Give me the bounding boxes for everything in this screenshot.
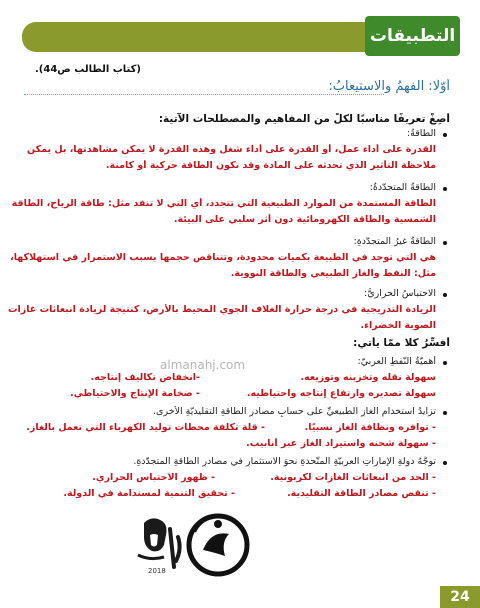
textbook-reference: (كتاب الطالب ص44). [35, 64, 142, 75]
explain-head: أهميّةُ النّفطِ العربيّ: [357, 356, 436, 367]
definition-line: ملاحظة التأثير الذي تحدثه على المادة وقد تكون الطاقة حركية أو كامنة. [105, 160, 436, 171]
definition-line: الطاقة المستمدة من الموارد الطبيعية التي تتجدد، أي التي لا تنفد مثل: طاقة الرياح، الطاقة [11, 198, 436, 209]
answer-right: سهولة نقله وتخزينه وتوزيعه. [300, 372, 436, 383]
answer-right: - سهولة شحنه واستيراد الغاز عبر أنابيب. [246, 438, 436, 449]
term-renewable: الطاقةُ المتجدّدةُ: [369, 182, 436, 193]
bullet-icon [443, 361, 447, 365]
bullet-icon [443, 411, 447, 415]
zayed-year-logo [130, 515, 190, 577]
answer-left: - ضخامة الإنتاج والاحتياطي. [70, 388, 200, 399]
watermark: almanahj.com [160, 358, 246, 372]
bullet-icon [443, 133, 447, 137]
definition-line: الشمسية والطاقة الكهرومائية دون أثر سلبي على البيئة. [173, 214, 436, 225]
bullet-icon [443, 461, 447, 465]
header-title: التطبيقات [365, 16, 460, 56]
term-global-warming: الاحتباسُ الحراريُّ: [364, 288, 436, 299]
answer-right: - الحد من انبعاثات الغازات لكربونية. [270, 472, 436, 483]
answer-left: -انخفاض تكاليف إنتاجه. [90, 372, 200, 383]
section1-title: أوّلًا: الفهمُ والاستيعابُ: [328, 79, 450, 94]
section2-question: أفسِّرُ كلًّا ممّا يأتي: [353, 337, 450, 349]
national-emblem-logo [185, 512, 251, 578]
definition-line: هي التي توجد في الطبيعة بكميات محدودة، وتتناقص حجمها بسبب الاستمرار في استهلاكها، [10, 252, 436, 263]
definition-line: القدرة على أداء عمل، أو القدرة على أداء شغل وهذه القدرة لا يمكن مشاهدتها، بل يمكن [27, 144, 436, 155]
answer-left: - ظهور الاحتباس الحراري. [92, 472, 215, 483]
answer-left: - تحقيق التنمية لمستدامة في الدولة. [63, 488, 235, 499]
answer-right: - توافره ونظافة الغاز نسبيًا. [304, 422, 436, 433]
answer-left: - قلة تكلفة محطات توليد الكهرباء التي تعمل بالغاز. [26, 422, 265, 433]
term-nonrenewable: الطاقةُ غيرُ المتجدّدةِ: [353, 236, 436, 247]
page-number: 24 [440, 586, 480, 608]
header-bar [22, 22, 417, 52]
answer-right: - تنقص مصادر الطاقة التقليدية. [287, 488, 436, 499]
definition-line: الصوبة الخضراء. [360, 320, 436, 331]
emblem-circle-icon [185, 512, 251, 578]
definition-line: الزيادة التدريجية في درجة حرارة الغلاف الجوي المحيط بالأرض، كنتيجة لزيادة انبعاثات غازات [7, 304, 436, 315]
definition-line: مثل: النفط والغاز الطبيعي والطاقة النووية. [230, 268, 436, 279]
bullet-icon [443, 241, 447, 245]
explain-head: توجُّهُ دولةِ الإماراتِ العربيّةِ المتّحدةِ نحوَ الاستثمارِ في مصادرِ الطاقةِ المتجدّدةِ. [133, 456, 436, 467]
logo-year: 2018 [148, 567, 166, 575]
bullet-icon [443, 293, 447, 297]
term-energy: الطاقةُ: [406, 128, 436, 139]
section1-question: أصِغْ تعريفًا مناسبًا لكلٍّ من المفاهيم والمصطلحات الآتية: [158, 113, 450, 125]
answer-right: سهولة تصديره وارتفاع إنتاجه واحتياطيه. [246, 388, 436, 399]
bullet-icon [443, 187, 447, 191]
section1-divider [24, 94, 384, 95]
explain-head: تزايدُ استخدامِ الغازِ الطبيعيِّ على حسابِ مصادرِ الطاقةِ التقليديّةِ الأخرى. [153, 406, 436, 417]
